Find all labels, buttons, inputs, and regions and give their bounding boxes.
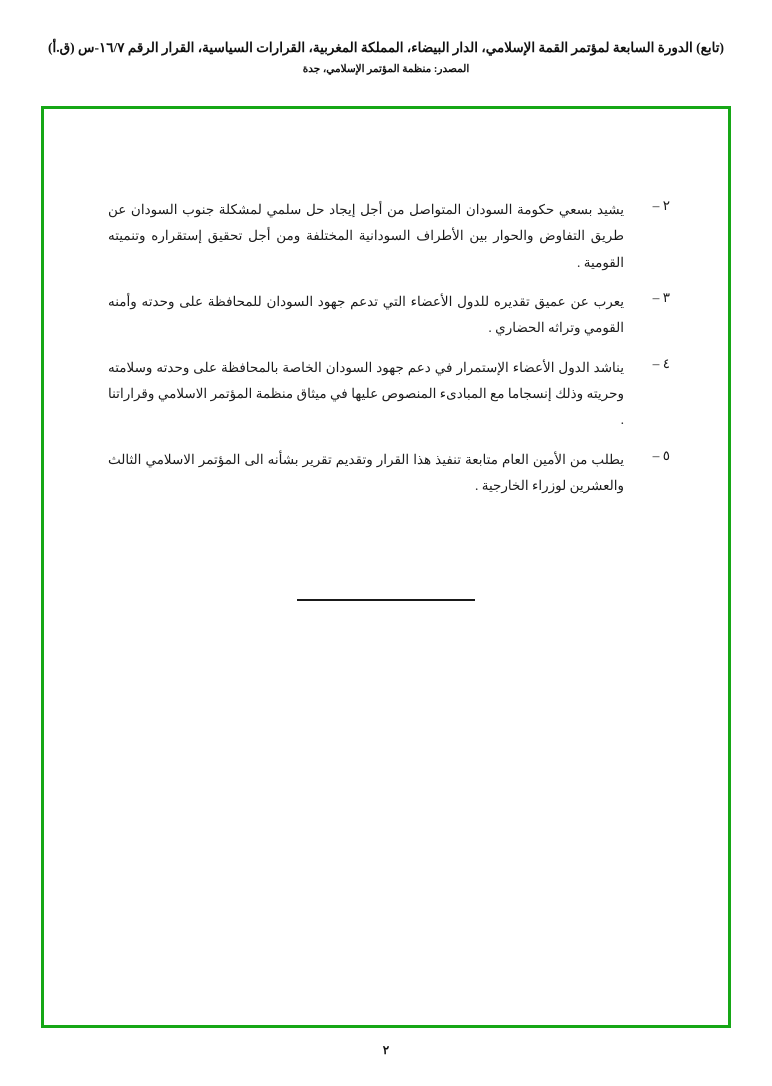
divider-line xyxy=(297,599,475,601)
list-item xyxy=(102,197,670,276)
clause-text: يناشد الدول الأعضاء الإستمرار في دعم جهود السودان الخاصة بالمحافظة على وحدته وسلامته وحريته وذلك إنسجاما مع المبادىء المنصوص عليها في ميثاق منظمة المؤتمر الاسلامي وقراراتنا . xyxy=(108,359,624,428)
clause-number: ٣ – xyxy=(652,289,670,305)
header-source: المصدر: منظمة المؤتمر الإسلامي، جدة xyxy=(302,64,470,76)
list-item xyxy=(102,355,670,434)
clause-text: يطلب من الأمين العام متابعة تنفيذ هذا القرار وتقديم تقرير بشأنه الى المؤتمر الاسلامي الثالث والعشرين لوزراء الخارجية . xyxy=(108,451,624,493)
list-item xyxy=(102,289,670,342)
green-content-frame xyxy=(41,106,731,1028)
clause-list xyxy=(102,197,670,512)
section-divider xyxy=(44,599,728,601)
clause-number: ٢ – xyxy=(652,198,670,213)
list-item xyxy=(102,447,670,500)
clause-number: ٤ – xyxy=(652,355,670,371)
header-title: (تابع) الدورة السابعة لمؤتمر القمة الإسلامي، الدار البيضاء، المملكة المغربية، القرارات السياسية، القرار الرقم ١٦/٧-س (ق.أ) xyxy=(48,40,724,55)
clause-text: يشيد بسعي حكومة السودان المتواصل من أجل إيجاد حل سلمي لمشكلة جنوب السودان عن طريق التفاوض والحوار بين الأطراف السودانية المختلفة ومن أجل تحقيق إستقراره وتنميته القومية . xyxy=(108,202,624,270)
page-header xyxy=(0,38,772,75)
clause-text: يعرب عن عميق تقديره للدول الأعضاء التي تدعم جهود السودان للمحافظة على وحدته وأمنه القومي وتراثه الحضاري . xyxy=(108,293,624,336)
page-number: ٢ xyxy=(382,1043,390,1057)
clause-number: ٥ – xyxy=(652,447,670,463)
